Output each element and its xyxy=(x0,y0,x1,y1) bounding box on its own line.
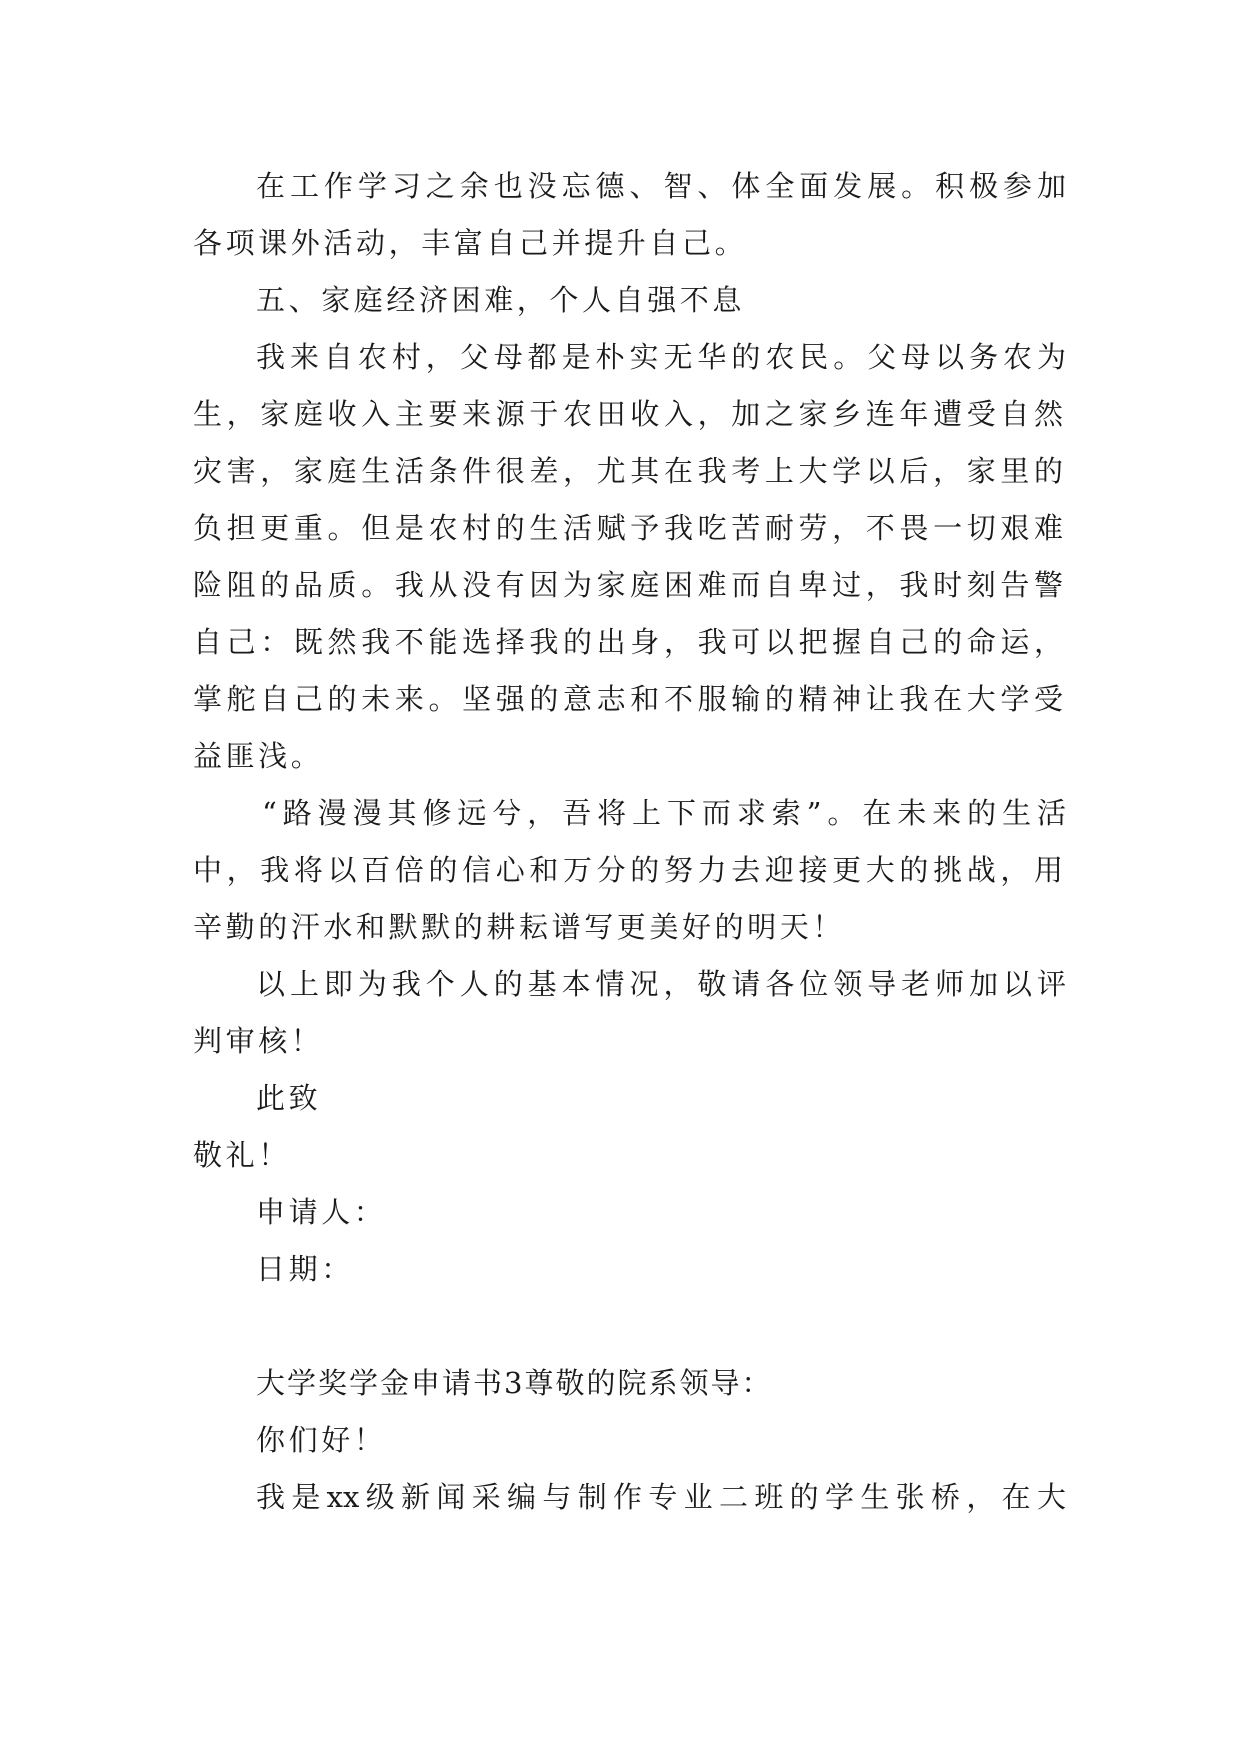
text-line: 灾害，家庭生活条件很差，尤其在我考上大学以后，家里的 xyxy=(193,454,1063,488)
text-line: 自己：既然我不能选择我的出身，我可以把握自己的命运， xyxy=(193,625,1063,659)
applicant-label: 申请人： xyxy=(256,1195,387,1229)
section-title: 大学奖学金申请书3尊敬的院系领导： xyxy=(256,1366,773,1400)
greeting-line: 你们好！ xyxy=(256,1423,387,1457)
text-line: 以上即为我个人的基本情况，敬请各位领导老师加以评 xyxy=(256,967,1066,1001)
text-line: 我来自农村，父母都是朴实无华的农民。父母以务农为 xyxy=(256,340,1066,374)
text-line: 我是xx级新闻采编与制作专业二班的学生张桥，在大 xyxy=(256,1480,1066,1514)
section-heading: 五、家庭经济困难，个人自强不息 xyxy=(256,283,746,317)
text-line: 中，我将以百倍的信心和万分的努力去迎接更大的挑战，用 xyxy=(193,853,1063,887)
salutation-line: 敬礼！ xyxy=(193,1138,291,1172)
text-line: 判审核！ xyxy=(193,1024,324,1058)
text-line: 险阻的品质。我从没有因为家庭困难而自卑过，我时刻告警 xyxy=(193,568,1063,602)
text-line: 负担更重。但是农村的生活赋予我吃苦耐劳，不畏一切艰难 xyxy=(193,511,1063,545)
closing-line: 此致 xyxy=(256,1081,322,1115)
quote-line: “路漫漫其修远兮，吾将上下而求索”。在未来的生活 xyxy=(262,796,1066,830)
text-line: 在工作学习之余也没忘德、智、体全面发展。积极参加 xyxy=(256,169,1066,203)
text-line: 掌舵自己的未来。坚强的意志和不服输的精神让我在大学受 xyxy=(193,682,1063,716)
date-label: 日期： xyxy=(256,1252,354,1286)
text-line: 生，家庭收入主要来源于农田收入，加之家乡连年遭受自然 xyxy=(193,397,1063,431)
text-line: 各项课外活动，丰富自己并提升自己。 xyxy=(193,226,748,260)
text-line: 益匪浅。 xyxy=(193,739,324,773)
text-line: 辛勤的汗水和默默的耕耘谱写更美好的明天！ xyxy=(193,910,846,944)
